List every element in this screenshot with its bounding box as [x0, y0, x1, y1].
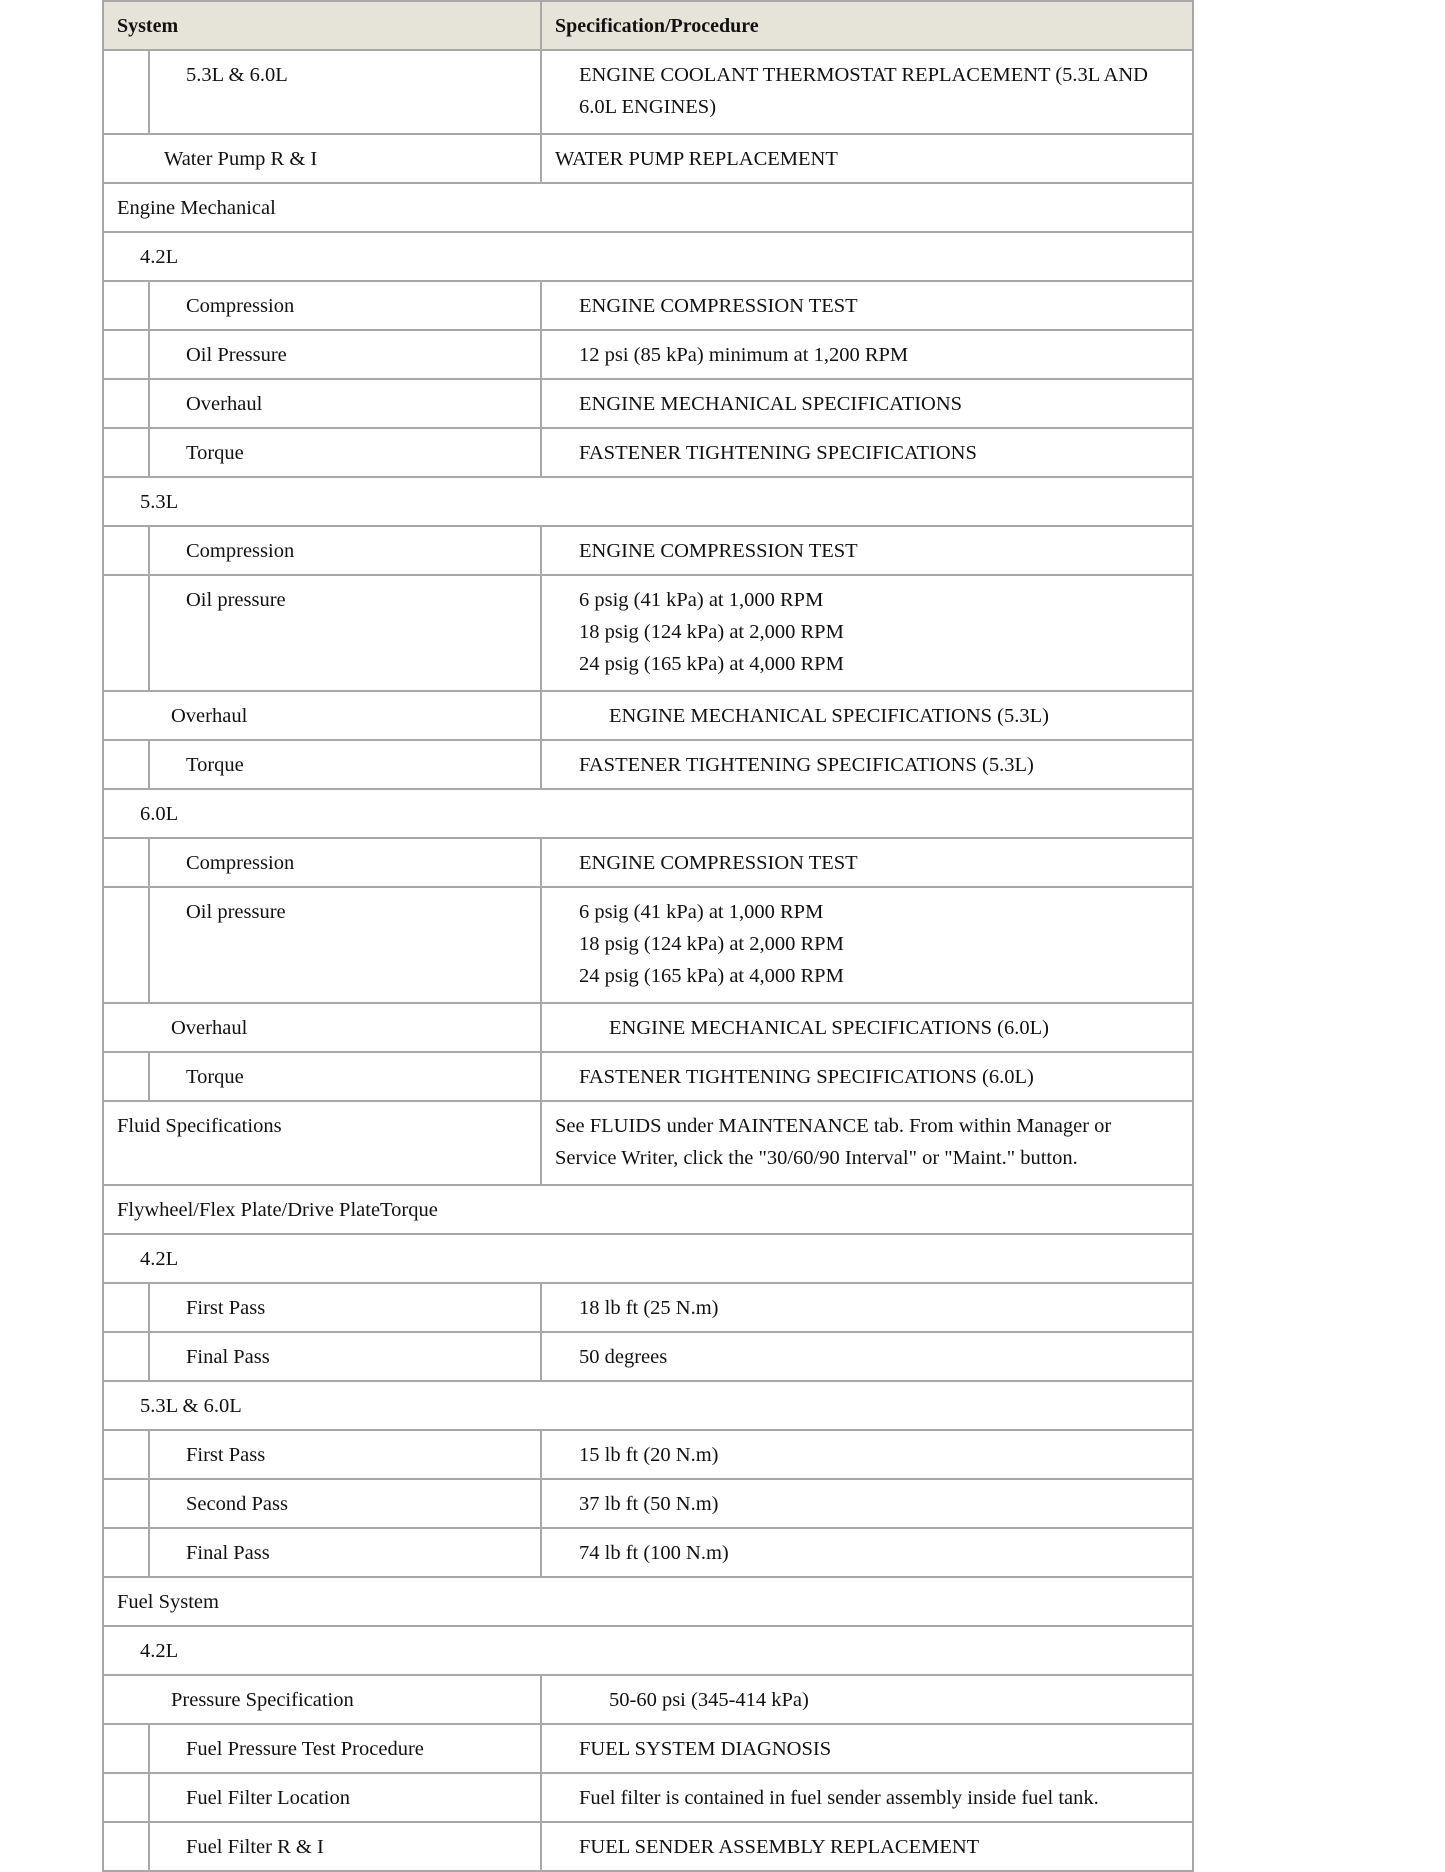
table-row — [104, 282, 1192, 331]
table-row — [104, 790, 1192, 839]
system-cell: Torque — [186, 442, 244, 464]
spec-line: 74 lb ft (100 N.m) — [579, 1542, 729, 1564]
spec-cell — [542, 1823, 1190, 1863]
spec-line: FASTENER TIGHTENING SPECIFICATIONS (6.0L) — [579, 1066, 1034, 1088]
spec-cell — [542, 331, 1190, 371]
table-row — [104, 380, 1192, 429]
section-heading: Flywheel/Flex Plate/Drive PlateTorque — [117, 1199, 438, 1221]
spec-line: ENGINE COMPRESSION TEST — [579, 540, 858, 562]
spec-line: WATER PUMP REPLACEMENT — [555, 148, 838, 170]
system-cell: Oil Pressure — [186, 344, 287, 366]
spec-table — [102, 0, 1194, 1872]
spec-line: 24 psig (165 kPa) at 4,000 RPM — [579, 653, 844, 675]
spec-line: FUEL SENDER ASSEMBLY REPLACEMENT — [579, 1836, 980, 1858]
table-row — [104, 741, 1192, 790]
spec-cell — [542, 1284, 1190, 1324]
spec-line: ENGINE COMPRESSION TEST — [579, 295, 858, 317]
table-row — [104, 1004, 1192, 1053]
spec-line: ENGINE COMPRESSION TEST — [579, 852, 858, 874]
system-cell: Compression — [186, 852, 295, 874]
table-row — [104, 1480, 1192, 1529]
table-row — [104, 692, 1192, 741]
spec-cell — [542, 429, 1190, 469]
table-header — [104, 0, 1192, 51]
table-row — [104, 331, 1192, 380]
spec-line: ENGINE MECHANICAL SPECIFICATIONS — [579, 393, 963, 415]
spec-cell — [542, 576, 1190, 680]
system-cell: Fuel Filter Location — [186, 1787, 350, 1809]
system-cell: Fuel Pressure Test Procedure — [186, 1738, 424, 1760]
system-cell: 5.3L & 6.0L — [186, 64, 288, 86]
table-row — [104, 1053, 1192, 1102]
system-cell: Overhaul — [171, 1017, 248, 1039]
spec-line: FASTENER TIGHTENING SPECIFICATIONS — [579, 442, 977, 464]
spec-line: See FLUIDS under MAINTENANCE tab. From within Manager or — [555, 1115, 1112, 1137]
system-cell: Pressure Specification — [171, 1689, 354, 1711]
spec-line: 37 lb ft (50 N.m) — [579, 1493, 719, 1515]
spec-cell — [542, 380, 1190, 420]
system-cell: Overhaul — [171, 705, 248, 727]
system-cell: Torque — [186, 1066, 244, 1088]
group-heading: 4.2L — [140, 1640, 179, 1662]
group-heading: 5.3L — [140, 491, 179, 513]
table-row — [104, 429, 1192, 478]
table-row — [104, 1627, 1192, 1676]
group-heading: 5.3L & 6.0L — [140, 1395, 242, 1417]
system-cell: Final Pass — [186, 1346, 270, 1368]
section-heading: Fuel System — [117, 1591, 219, 1613]
spec-line: Service Writer, click the "30/60/90 Interval" or "Maint." button. — [555, 1147, 1078, 1169]
spec-line: 6 psig (41 kPa) at 1,000 RPM — [579, 589, 824, 611]
system-cell: First Pass — [186, 1444, 266, 1466]
spec-line: ENGINE COOLANT THERMOSTAT REPLACEMENT (5.3L AND — [579, 64, 1148, 86]
table-row — [104, 184, 1192, 233]
system-cell: Water Pump R & I — [164, 148, 318, 170]
group-heading: 4.2L — [140, 246, 179, 268]
spec-cell — [542, 1774, 1190, 1814]
table-row — [104, 478, 1192, 527]
spec-cell — [542, 51, 1190, 123]
spec-cell — [542, 1480, 1190, 1520]
spec-cell — [542, 1004, 1190, 1044]
spec-cell — [542, 1725, 1190, 1765]
table-row — [104, 1102, 1192, 1186]
system-cell: Final Pass — [186, 1542, 270, 1564]
system-cell: Compression — [186, 295, 295, 317]
header-spec: Specification/Procedure — [555, 15, 759, 37]
system-cell: Oil pressure — [186, 901, 286, 923]
table-row — [104, 576, 1192, 692]
spec-cell — [542, 1333, 1190, 1373]
system-cell: Compression — [186, 540, 295, 562]
spec-line: 18 lb ft (25 N.m) — [579, 1297, 719, 1319]
spec-line: 18 psig (124 kPa) at 2,000 RPM — [579, 933, 844, 955]
group-heading: 6.0L — [140, 803, 179, 825]
spec-cell — [542, 135, 1190, 175]
system-cell: Overhaul — [186, 393, 263, 415]
spec-line: FUEL SYSTEM DIAGNOSIS — [579, 1738, 832, 1760]
table-row — [104, 1186, 1192, 1235]
system-cell: First Pass — [186, 1297, 266, 1319]
spec-cell — [542, 1053, 1190, 1093]
system-cell: Fluid Specifications — [117, 1115, 282, 1137]
spec-cell — [542, 888, 1190, 992]
spec-cell — [542, 692, 1190, 732]
spec-line: 50-60 psi (345-414 kPa) — [609, 1689, 809, 1711]
spec-cell — [542, 1102, 1190, 1174]
table-row — [104, 1774, 1192, 1823]
table-row — [104, 1725, 1192, 1774]
spec-line: Fuel filter is contained in fuel sender assembly inside fuel tank. — [579, 1787, 1099, 1809]
table-row — [104, 1529, 1192, 1578]
system-cell: Fuel Filter R & I — [186, 1836, 324, 1858]
system-cell: Torque — [186, 754, 244, 776]
table-row — [104, 1284, 1192, 1333]
spec-line: 24 psig (165 kPa) at 4,000 RPM — [579, 965, 844, 987]
system-cell: Oil pressure — [186, 589, 286, 611]
table-row — [104, 527, 1192, 576]
spec-line: 50 degrees — [579, 1346, 668, 1368]
table-row — [104, 51, 1192, 135]
header-system: System — [117, 15, 179, 37]
spec-line: FASTENER TIGHTENING SPECIFICATIONS (5.3L) — [579, 754, 1034, 776]
spec-cell — [542, 1431, 1190, 1471]
spec-line: ENGINE MECHANICAL SPECIFICATIONS (5.3L) — [609, 705, 1049, 727]
table-row — [104, 839, 1192, 888]
spec-cell — [542, 282, 1190, 322]
table-row — [104, 135, 1192, 184]
spec-line: 15 lb ft (20 N.m) — [579, 1444, 719, 1466]
spec-line: 12 psi (85 kPa) minimum at 1,200 RPM — [579, 344, 909, 366]
system-cell: Second Pass — [186, 1493, 288, 1515]
spec-line: ENGINE MECHANICAL SPECIFICATIONS (6.0L) — [609, 1017, 1049, 1039]
spec-cell — [542, 1676, 1190, 1716]
spec-line: 18 psig (124 kPa) at 2,000 RPM — [579, 621, 844, 643]
spec-line: 6 psig (41 kPa) at 1,000 RPM — [579, 901, 824, 923]
spec-cell — [542, 839, 1190, 879]
spec-cell — [542, 527, 1190, 567]
table-row — [104, 888, 1192, 1004]
table-row — [104, 1382, 1192, 1431]
spec-line: 6.0L ENGINES) — [579, 96, 717, 118]
spec-cell — [542, 1529, 1190, 1569]
section-heading: Engine Mechanical — [117, 197, 276, 219]
table-row — [104, 1431, 1192, 1480]
table-row — [104, 1578, 1192, 1627]
table-row — [104, 1333, 1192, 1382]
table-row — [104, 1676, 1192, 1725]
group-heading: 4.2L — [140, 1248, 179, 1270]
spec-cell — [542, 741, 1190, 781]
table-row — [104, 1235, 1192, 1284]
table-body — [104, 51, 1192, 1872]
table-row — [104, 1823, 1192, 1872]
table-row — [104, 233, 1192, 282]
